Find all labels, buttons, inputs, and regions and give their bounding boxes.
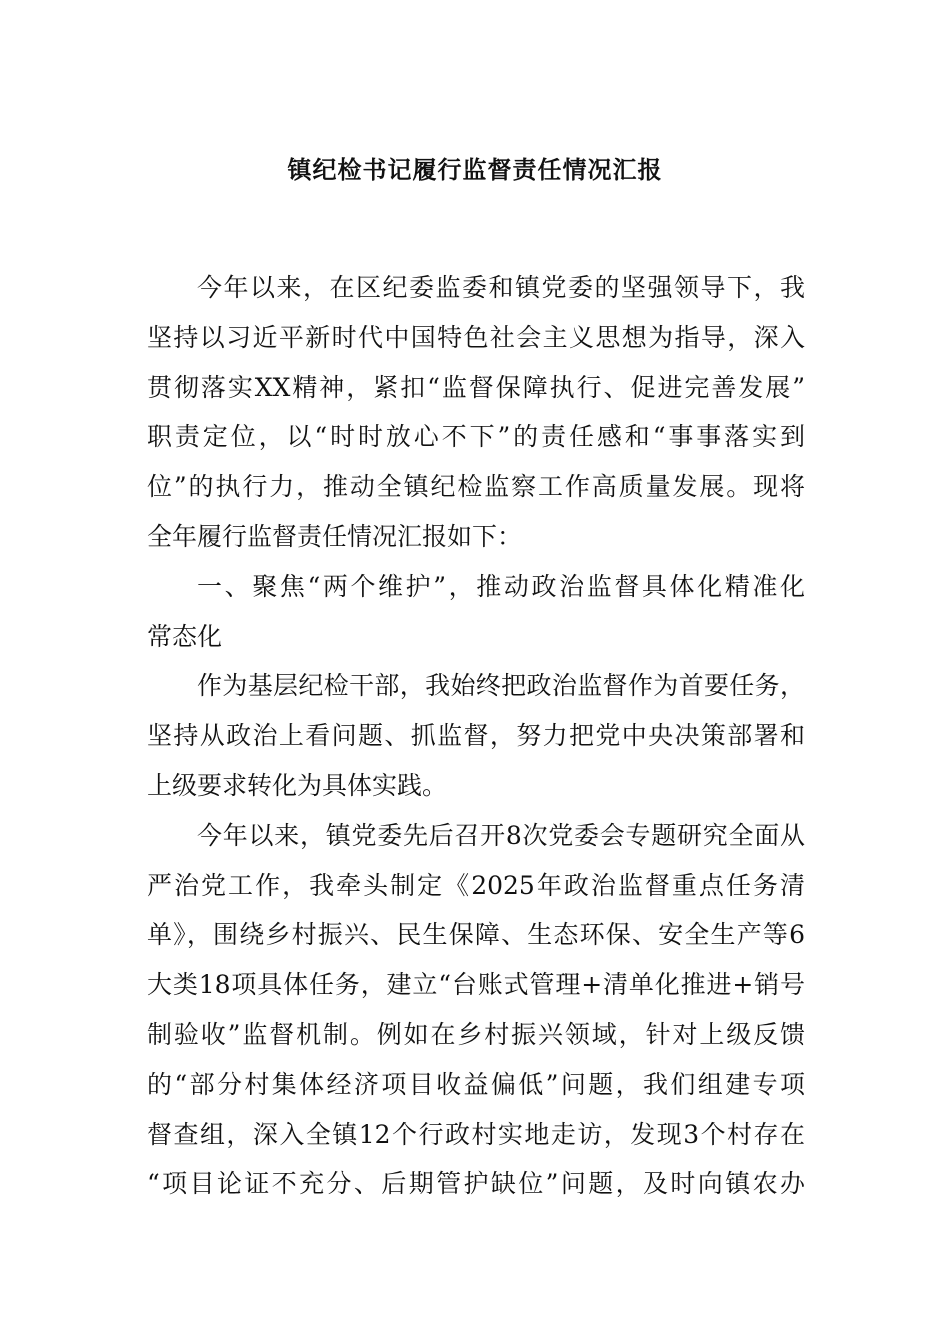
text-line: 今年以来，在区纪委监委和镇党委的坚强领导下，我 (197, 273, 805, 302)
document-body (147, 263, 805, 1209)
paragraph (147, 661, 805, 810)
paragraph (147, 811, 805, 1209)
text-line: 督查组，深入全镇12个行政村实地走访，发现3个村存在 (147, 1119, 805, 1149)
paragraph (147, 263, 805, 562)
text-line: 坚持以习近平新时代中国特色社会主义思想为指导，深入 (147, 322, 805, 352)
text-line: 全年履行监督责任情况汇报如下： (147, 521, 523, 551)
text-line: 职责定位，以“时时放心不下”的责任感和“事事落实到 (147, 422, 805, 452)
text-line: 坚持从政治上看问题、抓监督，努力把党中央决策部署和 (147, 721, 805, 751)
text-line: 今年以来，镇党委先后召开8次党委会专题研究全面从 (197, 820, 805, 850)
text-line: 上级要求转化为具体实践。 (147, 770, 448, 800)
text-line: “项目论证不充分、后期管护缺位”问题，及时向镇农办 (147, 1169, 805, 1199)
text-line: 大类18项具体任务，建立“台账式管理+清单化推进+销号 (147, 970, 805, 1000)
text-line: 的“部分村集体经济项目收益偏低”问题，我们组建专项 (147, 1069, 805, 1099)
text-line: 常态化 (147, 621, 223, 651)
text-line: 位”的执行力，推动全镇纪检监察工作高质量发展。现将 (147, 472, 805, 502)
text-line: 贯彻落实XX精神，紧扣“监督保障执行、促进完善发展” (147, 372, 805, 402)
text-line: 单》，围绕乡村振兴、民生保障、生态环保、安全生产等6 (147, 920, 805, 950)
text-line: 一、聚焦“两个维护”，推动政治监督具体化精准化 (197, 571, 805, 601)
paragraph (147, 562, 805, 662)
document-title: 镇纪检书记履行监督责任情况汇报 (287, 155, 663, 184)
text-line: 作为基层纪检干部，我始终把政治监督作为首要任务， (197, 671, 805, 701)
text-line: 制验收”监督机制。例如在乡村振兴领域，针对上级反馈 (147, 1019, 805, 1049)
text-line: 严治党工作，我牵头制定《2025年政治监督重点任务清 (147, 870, 805, 900)
